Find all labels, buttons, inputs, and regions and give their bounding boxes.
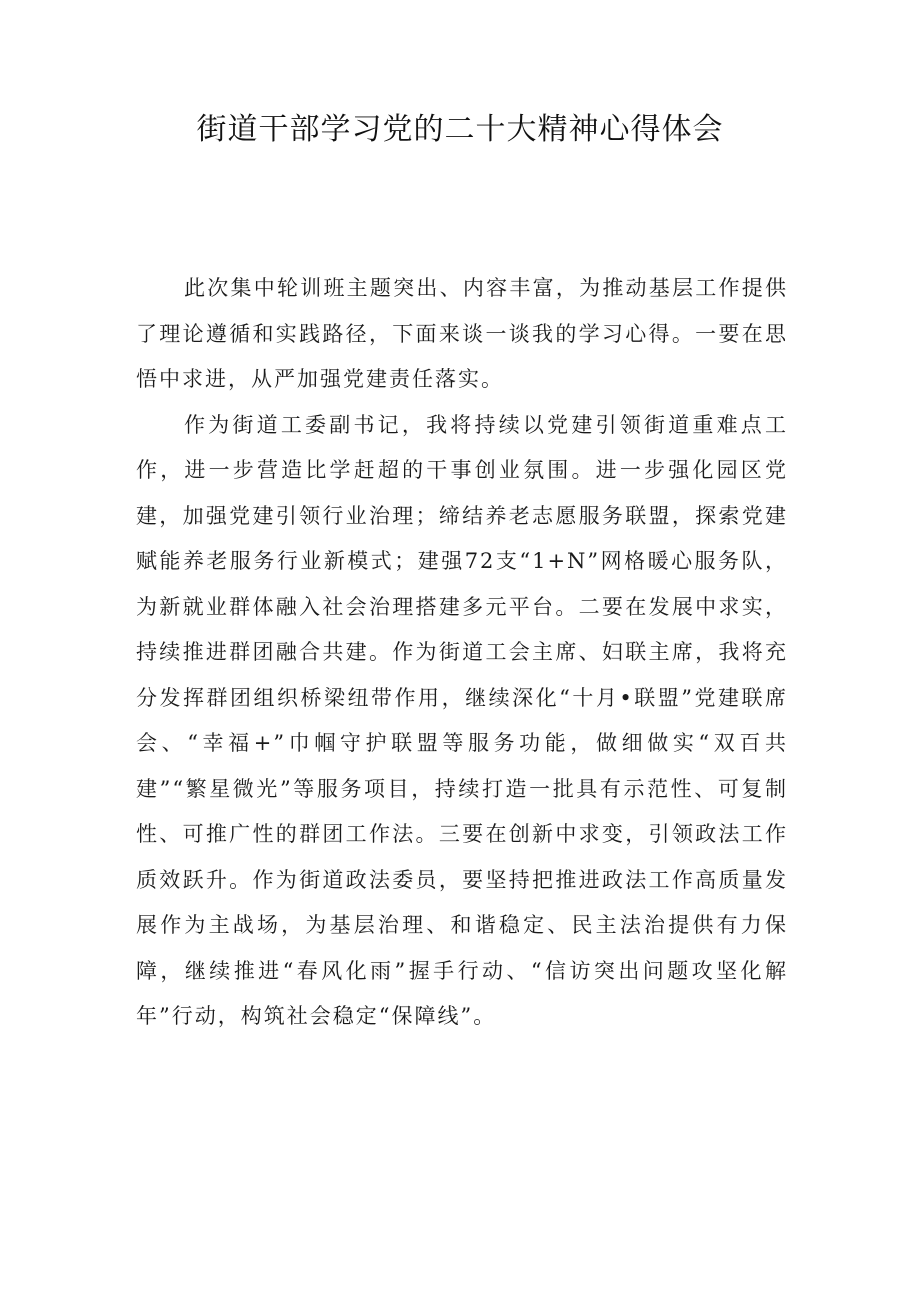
document-body [136, 266, 788, 1040]
paragraph-intro: 此次集中轮训班主题突出、内容丰富，为推动基层工作提供了理论遵循和实践路径，下面来谈一谈我的学习心得。一要在思悟中求进，从严加强党建责任落实。 [136, 276, 788, 391]
document-title: 街道干部学习党的二十大精神心得体会 [196, 112, 724, 147]
paragraph-main: 作为街道工委副书记，我将持续以党建引领街道重难点工作，进一步营造比学赶超的干事创业氛围。进一步强化园区党建，加强党建引领行业治理；缔结养老志愿服务联盟，探索党建赋能养老服务行业新模式；建强72支“1+N”网格暖心服务队，为新就业群体融入社会治理搭建多元平台。二要在发展中求实，持续推进群团融合共建。作为街道工会主席、妇联主席，我将充分发挥群团组织桥梁纽带作用，继续深化“十月•联盟”党建联席会、“幸福+”巾帼守护联盟等服务功能，做细做实“双百共建”“繁星微光”等服务项目，持续打造一批具有示范性、可复制性、可推广性的群团工作法。三要在创新中求变，引领政法工作质效跃升。作为街道政法委员，要坚持把推进政法工作高质量发展作为主战场，为基层治理、和谐稳定、民主法治提供有力保障，继续推进“春风化雨”握手行动、“信访突出问题攻坚化解年”行动，构筑社会稳定“保障线”。 [136, 412, 788, 1028]
